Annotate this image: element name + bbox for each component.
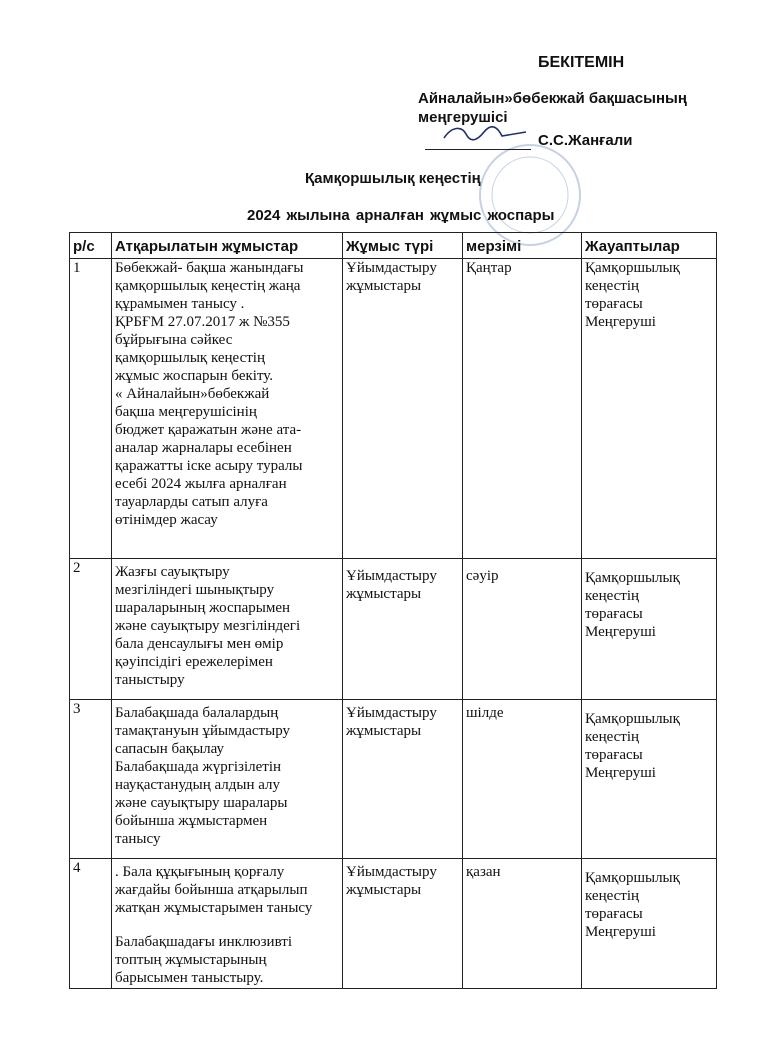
activity-line: тауарларды сатып алуға — [115, 494, 268, 510]
row-number: 3 — [70, 700, 112, 859]
activity-line: топтың жұмыстарының — [115, 952, 267, 968]
activity-line: сапасын бақылау — [115, 741, 225, 757]
work-type — [343, 559, 463, 700]
activity-line: бала денсаулығы мен өмір — [115, 636, 284, 652]
document-title: Қамқоршылық кеңестің — [305, 170, 481, 187]
responsible-line: Қамқоршылық — [585, 570, 680, 586]
responsible-line: кеңестің — [585, 888, 640, 904]
activity-line: бақша меңгерушісінің — [115, 404, 257, 420]
work-type — [343, 700, 463, 859]
work-type — [343, 259, 463, 559]
activity-line: таныстыру — [115, 672, 185, 688]
work-type-line: жұмыстары — [346, 882, 422, 898]
responsible-line: төрағасы — [585, 296, 643, 312]
director-name: С.С.Жанғали — [538, 132, 633, 149]
table-row — [70, 259, 717, 559]
activity-description — [112, 559, 343, 700]
signature-line — [425, 133, 531, 150]
activity-line: тамақтануын ұйымдастыру — [115, 723, 290, 739]
term: Қаңтар — [463, 259, 582, 559]
work-type-line: жұмыстары — [346, 278, 422, 294]
activity-line: қәуіпсідігі ережелерімен — [115, 654, 273, 670]
activity-line: қамқоршылық кеңестің — [115, 350, 265, 366]
activity-line: бұйрығына сәйкес — [115, 332, 233, 348]
responsible — [582, 859, 717, 989]
table-row — [70, 700, 717, 859]
responsible-line: кеңестің — [585, 729, 640, 745]
row-number: 2 — [70, 559, 112, 700]
responsible-line: Меңгеруші — [585, 924, 656, 940]
work-type-line: жұмыстары — [346, 723, 422, 739]
activity-line: жұмыс жоспарын бекіту. — [115, 368, 274, 384]
activity-line: бойынша жұмыстармен — [115, 813, 268, 829]
activity-line: өтінімдер жасау — [115, 512, 218, 528]
activity-line: науқастанудың алдын алу — [115, 777, 281, 793]
activity-line: қаражатты іске асыру туралы — [115, 458, 303, 474]
table-row — [70, 859, 717, 989]
activity-line: « Айналайын»бөбекжай — [115, 386, 270, 402]
table-header-row — [70, 233, 717, 259]
header-number: р/с — [70, 233, 112, 259]
activity-line: мезгіліндегі шынықтыру — [115, 582, 275, 598]
responsible-line: кеңестің — [585, 278, 640, 294]
activity-description — [112, 859, 343, 989]
row-number: 4 — [70, 859, 112, 989]
responsible-line: төрағасы — [585, 747, 643, 763]
spacer — [115, 917, 339, 933]
work-type-line: Ұйымдастыру — [346, 568, 437, 584]
activity-line: Балабақшада жүргізілетін — [115, 759, 282, 775]
activity-line: қамқоршылық кеңестің жаңа — [115, 278, 301, 294]
activity-line: барысымен таныстыру. — [115, 970, 264, 986]
responsible-line: Қамқоршылық — [585, 711, 680, 727]
activity-line: жағдайы бойынша атқарылып — [115, 882, 308, 898]
organization-name: Айналайын»бөбекжай бақшасының — [418, 90, 687, 107]
activity-description — [112, 259, 343, 559]
activity-line: ҚРБҒМ 27.07.2017 ж №355 — [115, 314, 290, 330]
activity-line: және сауықтыру мезгіліндегі — [115, 618, 301, 634]
responsible-line: төрағасы — [585, 606, 643, 622]
work-type-line: жұмыстары — [346, 586, 422, 602]
activity-line: шараларының жоспарымен — [115, 600, 291, 616]
header-work-type: Жұмыс түрі — [343, 233, 463, 259]
responsible-line: Меңгеруші — [585, 624, 656, 640]
activity-line: және сауықтыру шаралары — [115, 795, 288, 811]
activity-line: есебі 2024 жылға арналған — [115, 476, 287, 492]
term: шілде — [463, 700, 582, 859]
term: сәуір — [463, 559, 582, 700]
responsible-line: Қамқоршылық — [585, 870, 680, 886]
responsible-line: төрағасы — [585, 906, 643, 922]
activity-line: құрамымен танысу . — [115, 296, 245, 312]
activity-line: танысу — [115, 831, 161, 847]
responsible-line: кеңестің — [585, 588, 640, 604]
header-responsible: Жауаптылар — [582, 233, 717, 259]
work-type — [343, 859, 463, 989]
responsible-line: Қамқоршылық — [585, 260, 680, 276]
responsible-line: Меңгеруші — [585, 314, 656, 330]
work-type-line: Ұйымдастыру — [346, 260, 437, 276]
activity-line: Бөбекжай- бақша жанындағы — [115, 260, 304, 276]
responsible-line: Меңгеруші — [585, 765, 656, 781]
activity-line: Жазғы сауықтыру — [115, 564, 230, 580]
work-type-line: Ұйымдастыру — [346, 705, 437, 721]
responsible — [582, 259, 717, 559]
activity-line: бюджет қаражатын және ата- — [115, 422, 302, 438]
term: қазан — [463, 859, 582, 989]
approval-heading: БЕКІТЕМІН — [538, 54, 625, 71]
activity-line: Балабақшада балалардың — [115, 705, 279, 721]
director-position: меңгерушісі — [418, 109, 508, 126]
table-row — [70, 559, 717, 700]
activity-line: Балабақшадағы инклюзивті — [115, 934, 293, 950]
document-subtitle: 2024 жылына арналған жұмыс жоспары — [247, 207, 555, 224]
responsible — [582, 559, 717, 700]
activity-line: аналар жарналары есебінен — [115, 440, 292, 456]
header-term: мерзімі — [463, 233, 582, 259]
activity-line: жатқан жұмыстарымен танысу — [115, 900, 313, 916]
row-number: 1 — [70, 259, 112, 559]
work-plan-table — [69, 232, 717, 989]
activity-line: . Бала құқығының қорғалу — [115, 864, 285, 880]
header-activities: Атқарылатын жұмыстар — [112, 233, 343, 259]
responsible — [582, 700, 717, 859]
work-type-line: Ұйымдастыру — [346, 864, 437, 880]
activity-description — [112, 700, 343, 859]
